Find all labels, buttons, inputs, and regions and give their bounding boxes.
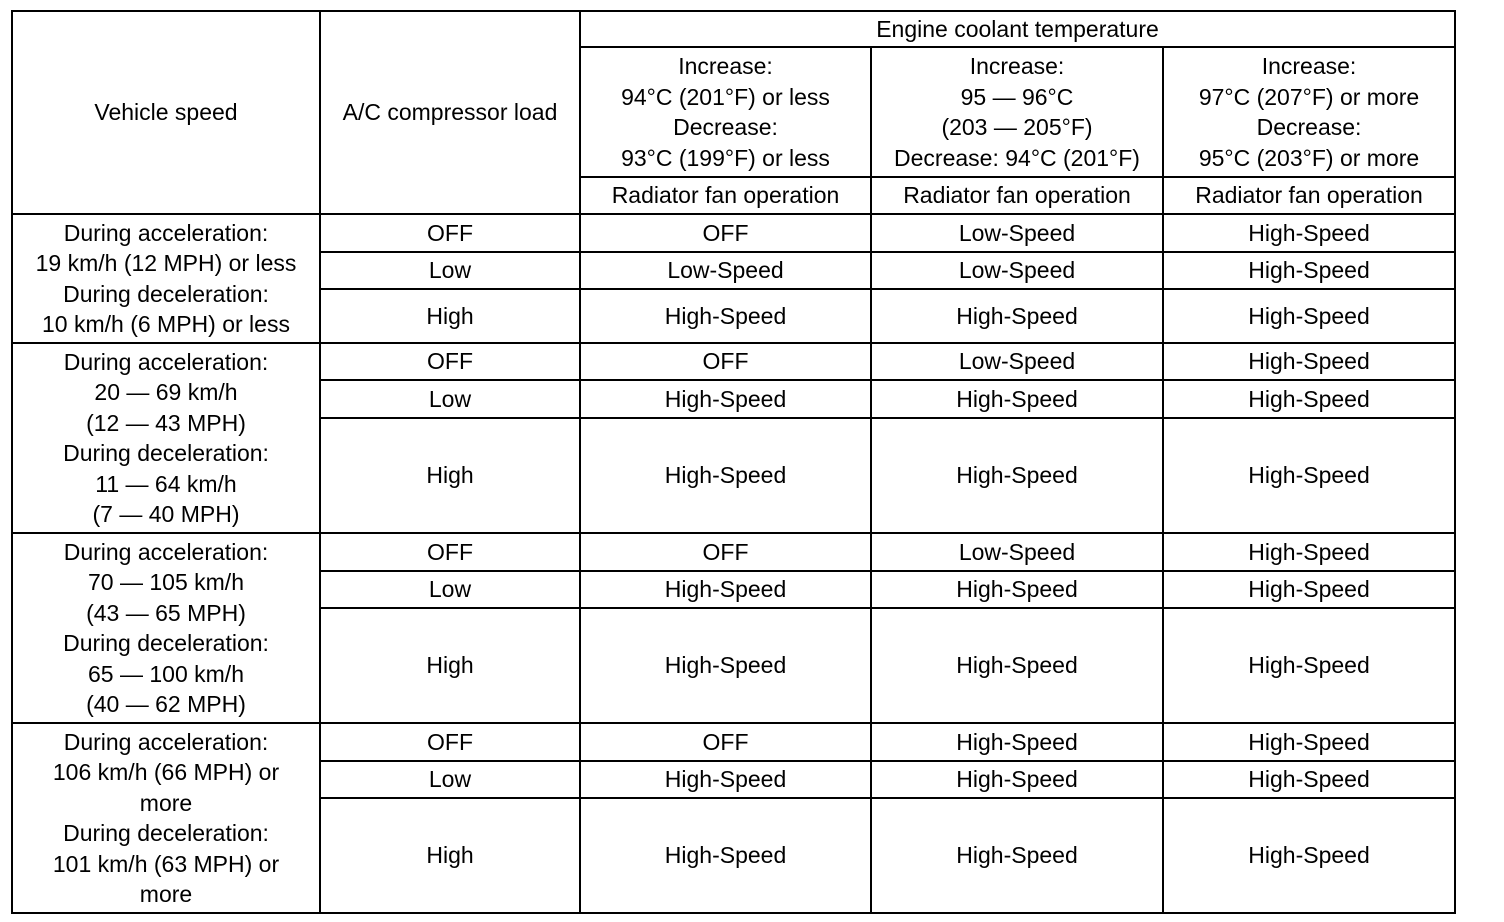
vehicle-speed-header: Vehicle speed bbox=[12, 11, 320, 214]
fan-cell: High-Speed bbox=[1163, 761, 1455, 798]
condition-line: (203 — 205°F) bbox=[941, 114, 1093, 140]
fan-cell: OFF bbox=[580, 214, 871, 252]
ac-load-cell: High bbox=[320, 289, 580, 343]
condition-line: Decrease: bbox=[1256, 114, 1362, 140]
condition-line: 93°C (199°F) or less bbox=[621, 144, 830, 171]
vehicle-speed-cell-2 bbox=[12, 343, 320, 533]
speed-line: 19 km/h (12 MPH) or less bbox=[35, 250, 297, 276]
condition-line: 95 — 96°C bbox=[960, 83, 1074, 110]
fan-cell: Low-Speed bbox=[871, 214, 1163, 252]
ac-load-cell: OFF bbox=[320, 214, 580, 252]
condition-line: Increase: bbox=[678, 53, 773, 79]
engine-coolant-temperature-header: Engine coolant temperature bbox=[580, 11, 1455, 47]
vehicle-speed-cell-3 bbox=[12, 533, 320, 723]
condition-line: 97°C (207°F) or more bbox=[1198, 83, 1420, 110]
speed-line: During acceleration: bbox=[63, 728, 269, 755]
speed-line: (12 — 43 MPH) bbox=[86, 409, 246, 436]
fan-cell: Low-Speed bbox=[871, 252, 1163, 289]
speed-line: 20 — 69 km/h bbox=[94, 379, 238, 405]
fan-cell: High-Speed bbox=[1163, 214, 1455, 252]
fan-operation-header: Radiator fan operation bbox=[580, 177, 871, 214]
coolant-condition-3 bbox=[1163, 47, 1455, 177]
speed-line: more bbox=[139, 881, 193, 907]
speed-line: (7 — 40 MPH) bbox=[92, 501, 240, 527]
ac-load-cell: Low bbox=[320, 252, 580, 289]
fan-operation-header: Radiator fan operation bbox=[1163, 177, 1455, 214]
condition-line: 95°C (203°F) or more bbox=[1198, 144, 1420, 171]
fan-cell: Low-Speed bbox=[871, 343, 1163, 380]
condition-line: Decrease: 94°C (201°F) bbox=[894, 144, 1140, 171]
fan-cell: High-Speed bbox=[871, 380, 1163, 418]
fan-cell: High-Speed bbox=[580, 798, 871, 913]
speed-line: 65 — 100 km/h bbox=[88, 660, 244, 687]
fan-cell: High-Speed bbox=[1163, 571, 1455, 608]
fan-cell: High-Speed bbox=[580, 289, 871, 343]
speed-line: (43 — 65 MPH) bbox=[86, 599, 246, 626]
speed-line: 10 km/h (6 MPH) or less bbox=[42, 311, 290, 337]
speed-line: (40 — 62 MPH) bbox=[86, 691, 246, 717]
speed-line: During acceleration: bbox=[63, 219, 269, 246]
fan-cell: High-Speed bbox=[871, 289, 1163, 343]
fan-cell: High-Speed bbox=[580, 418, 871, 533]
fan-cell: High-Speed bbox=[1163, 533, 1455, 571]
fan-cell: High-Speed bbox=[871, 798, 1163, 913]
fan-cell: High-Speed bbox=[580, 380, 871, 418]
ac-load-cell: Low bbox=[320, 380, 580, 418]
condition-line: Decrease: bbox=[673, 114, 778, 140]
fan-cell: High-Speed bbox=[1163, 380, 1455, 418]
fan-cell: High-Speed bbox=[1163, 343, 1455, 380]
ac-load-cell: OFF bbox=[320, 533, 580, 571]
fan-cell: High-Speed bbox=[1163, 252, 1455, 289]
speed-line: During deceleration: bbox=[63, 820, 269, 846]
fan-operation-header: Radiator fan operation bbox=[871, 177, 1163, 214]
fan-cell: High-Speed bbox=[1163, 723, 1455, 761]
speed-line: 11 — 64 km/h bbox=[95, 470, 237, 497]
fan-cell: OFF bbox=[580, 343, 871, 380]
ac-load-cell: High bbox=[320, 798, 580, 913]
speed-line: 106 km/h (66 MPH) or bbox=[52, 759, 280, 785]
ac-load-cell: OFF bbox=[320, 723, 580, 761]
fan-cell: High-Speed bbox=[871, 418, 1163, 533]
ac-load-cell: OFF bbox=[320, 343, 580, 380]
fan-cell: High-Speed bbox=[1163, 608, 1455, 723]
coolant-condition-2 bbox=[871, 47, 1163, 177]
radiator-fan-spec-table bbox=[11, 10, 1456, 914]
fan-cell: High-Speed bbox=[580, 761, 871, 798]
ac-load-cell: Low bbox=[320, 761, 580, 798]
fan-cell: OFF bbox=[580, 723, 871, 761]
condition-line: Increase: bbox=[969, 53, 1065, 79]
speed-line: During acceleration: bbox=[63, 348, 269, 375]
fan-cell: High-Speed bbox=[871, 761, 1163, 798]
fan-cell: High-Speed bbox=[1163, 289, 1455, 343]
ac-load-cell: High bbox=[320, 608, 580, 723]
speed-line: During deceleration: bbox=[63, 280, 269, 307]
condition-line: Increase: bbox=[1261, 53, 1357, 79]
fan-cell: High-Speed bbox=[580, 608, 871, 723]
fan-cell: High-Speed bbox=[871, 571, 1163, 608]
fan-cell: High-Speed bbox=[580, 571, 871, 608]
fan-cell: Low-Speed bbox=[871, 533, 1163, 571]
condition-line: 94°C (201°F) or less bbox=[621, 83, 830, 110]
speed-line: During deceleration: bbox=[63, 440, 269, 466]
speed-line: During deceleration: bbox=[63, 630, 269, 656]
ac-load-cell: Low bbox=[320, 571, 580, 608]
coolant-condition-1 bbox=[580, 47, 871, 177]
speed-line: During acceleration: bbox=[63, 538, 269, 565]
vehicle-speed-cell-4 bbox=[12, 723, 320, 913]
fan-cell: High-Speed bbox=[1163, 798, 1455, 913]
fan-cell: High-Speed bbox=[871, 608, 1163, 723]
speed-line: 101 km/h (63 MPH) or bbox=[52, 850, 280, 877]
fan-cell: High-Speed bbox=[1163, 418, 1455, 533]
speed-line: 70 — 105 km/h bbox=[88, 569, 244, 595]
speed-line: more bbox=[139, 789, 193, 816]
ac-compressor-load-header: A/C compressor load bbox=[320, 11, 580, 214]
vehicle-speed-cell-1 bbox=[12, 214, 320, 343]
ac-load-cell: High bbox=[320, 418, 580, 533]
fan-cell: Low-Speed bbox=[580, 252, 871, 289]
fan-cell: OFF bbox=[580, 533, 871, 571]
fan-cell: High-Speed bbox=[871, 723, 1163, 761]
